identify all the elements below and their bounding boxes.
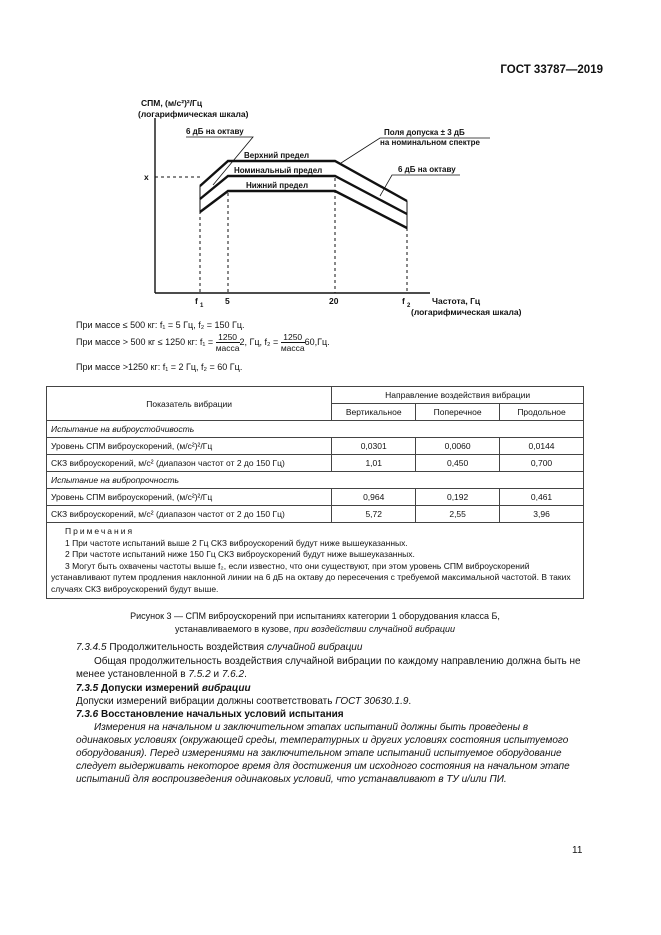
section-stability: Испытание на виброустойчивость [47,421,584,438]
col-direction-header: Направление воздействия вибрации [332,387,584,404]
mass-fraction-2 [281,332,305,353]
col-vertical-header: Вертикальное [332,404,416,421]
s7345-ref1: 7.5.2 [188,669,211,680]
figure-caption [46,610,584,636]
caption-normal: устанавливаемого в кузове, [175,624,292,634]
mass-line-2-mid: 2, Гц, f₂ = [239,336,279,347]
slope-left-label: 6 дБ на октаву [186,127,244,136]
notes-title: Примечания [65,526,135,536]
tick-f1: f [195,296,198,306]
s736-num: 7.3.6 [76,709,99,720]
s7345-ref2: 7.6.2 [221,669,245,680]
s735-title-it: вибрации [201,683,251,694]
y-axis-label: СПМ, (м/с²)²/Гц [141,98,203,108]
mass-line-1: При массе ≤ 500 кг: f₁ = 5 Гц, f₂ = 150 Гц. [76,320,245,330]
frac-den-2: масса [280,343,305,353]
s735-title: Допуски измерений [101,683,200,694]
slope-right-label: 6 дБ на октаву [398,165,456,174]
s7345-title: Продолжительность воздействия [109,642,265,653]
mass-line-2 [76,332,330,353]
cell-longitudinal: 3,96 [500,506,584,523]
note-2: 2 При частоте испытаний ниже 150 Гц СКЗ виброускорений будут ниже вышеуказанных. [65,549,415,559]
cell-transverse: 2,55 [416,506,500,523]
section-7345-heading [76,641,582,654]
note-1: 1 При частоте испытаний выше 2 Гц СКЗ виброускорений будут ниже вышеуказанных. [65,537,408,548]
mass-line-2-pre: При массе > 500 кг ≤ 1250 кг: f₁ = [76,336,214,347]
cell-vertical: 0,964 [332,489,416,506]
mass-line-2-post: 60,Гц. [304,336,330,347]
page-number: 11 [572,845,583,856]
s7345-and: и [213,669,220,680]
mass-fraction-1 [216,332,240,353]
vibration-table [46,386,584,599]
upper-limit-label: Верхний предел [244,151,310,160]
section-736-text: Измерения на начальном и заключительном этапах испытаний должны быть проведены в одинаковых условиях (окружающей среды, температурных и других условиях состояния испытуемого оборудования). Перед измерениями на заключительном этапе испытаний испытуемое оборудование следует выдерживать некоторое время для достижения им исходного состояния на начальном этапе испытаний для воспроизведения одинаковых условий, что устанавливают в ТУ и/или ПИ. [76,722,570,785]
table-row [47,489,584,506]
tolerance-label-2: на номинальном спектре [380,138,480,147]
section-strength: Испытание на вибропрочность [47,472,584,489]
col-transverse-header: Поперечное [416,404,500,421]
lower-limit-label: Нижний предел [246,181,309,190]
tolerance-label-1: Поля допуска ± 3 дБ [384,128,465,137]
col-indicator-header: Показатель вибрации [47,387,332,421]
table-row [47,438,584,455]
table-row [47,455,584,472]
tick-f2-sub: 2 [407,303,411,309]
tick-5: 5 [225,296,230,306]
tick-f1-sub: 1 [200,303,204,309]
cell-vertical: 1,01 [332,455,416,472]
note-3: 3 Могут быть охвачены частоты выше f₂, если известно, что они существуют, при этом уровень СПМ виброускорений устанавливают путем продления наклонной линии на 6 дБ на октаву до пересечения с требуемой максимальной частотой. В таких случаях СКЗ виброускорений будут выше. [51,560,571,594]
mass-line-3: При массе >1250 кг: f₁ = 2 Гц, f₂ = 60 Гц. [76,362,243,372]
x-axis-label: Частота, Гц [432,296,481,306]
frac-num-1: 1250 [216,332,240,343]
table-notes [47,523,584,599]
section-735-text: Допуски измерений вибрации должны соответствовать ГОСТ 30630.1.9. [76,696,412,707]
x-axis-sublabel: (логарифмическая шкала) [411,307,522,317]
frac-den-1: масса [215,343,240,353]
x-marker: x [144,172,149,182]
s7345-num: 7.3.4.5 [76,642,107,653]
cell-vertical: 0,0301 [332,438,416,455]
s735-text: Допуски измерений вибрации должны соответствовать [76,696,333,707]
s735-ref: ГОСТ 30630.1.9 [335,696,409,707]
cell-longitudinal: 0,0144 [500,438,584,455]
cell-longitudinal: 0,461 [500,489,584,506]
y-axis-sublabel: (логарифмическая шкала) [138,109,249,119]
s735-num: 7.3.5 [76,683,99,694]
section-7345-text: Общая продолжительность воздействия случайной вибрации по каждому направлению должна быть не менее установленной в 7.5.2 и 7.6.2. [76,656,581,680]
cell-vertical: 5,72 [332,506,416,523]
s736-title: Восстановление начальных условий испытания [101,709,344,720]
cell-longitudinal: 0,700 [500,455,584,472]
s7345-title-it: случайной вибрации [266,642,363,653]
s7345-text: Общая продолжительность воздействия случайной вибрации по каждому направлению должна быть не менее установленной в [76,656,581,680]
psd-diagram [0,0,661,330]
caption-line-1: Рисунок 3 — СПМ виброускорений при испытаниях категории 1 оборудования класса Б, [130,611,500,621]
tick-f2: f [402,296,405,306]
cell-transverse: 0,450 [416,455,500,472]
col-longitudinal-header: Продольное [500,404,584,421]
table-row [47,506,584,523]
frac-num-2: 1250 [281,332,305,343]
row-name: СКЗ виброускорений, м/с² (диапазон частот от 2 до 150 Гц) [47,455,332,472]
row-name: Уровень СПМ виброускорений, (м/с²)²/Гц [47,489,332,506]
tick-20: 20 [329,296,339,306]
nominal-label: Номинальный предел [234,166,323,175]
caption-line-2 [46,623,584,636]
cell-transverse: 0,0060 [416,438,500,455]
cell-transverse: 0,192 [416,489,500,506]
standard-number: ГОСТ 33787—2019 [500,64,603,76]
section-735-heading [76,682,582,695]
row-name: Уровень СПМ виброускорений, (м/с²)²/Гц [47,438,332,455]
section-736-heading [76,708,582,721]
caption-italic: при воздействии случайной вибрации [293,624,455,634]
row-name: СКЗ виброускорений, м/с² (диапазон частот от 2 до 150 Гц) [47,506,332,523]
